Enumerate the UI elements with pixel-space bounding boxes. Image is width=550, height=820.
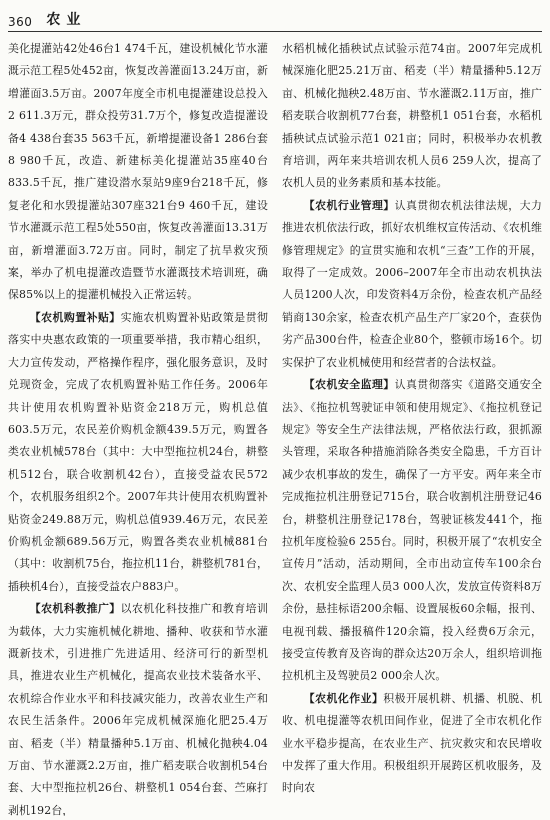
paragraph: [282, 195, 542, 374]
paragraph: [282, 374, 542, 688]
paragraph-text: 水稻机械化插秧试点试验示范74亩。2007年完成机械深施化肥25.21万亩、稻麦（半）精量播种5.12万亩、机械化抛秧2.48万亩、节水灌溉2.11万亩，推广稻麦联合收割机77台套，耕整机1 051台套，水稻机插秧试点试验示范1 021亩；同时，积极举办农机教育培训，两年来共培训农机人员6 259人次，提高了农机人员的业务素质和基本技能。: [282, 42, 542, 190]
two-column-body: [8, 38, 542, 816]
paragraph-heading: 【农机化作业】: [303, 691, 384, 705]
paragraph-heading: 【农机购置补贴】: [29, 310, 121, 324]
paragraph-heading: 【农机行业管理】: [303, 198, 395, 212]
paragraph-text: 认真贯彻农机法律法规，大力推进农机依法行政，抓好农机维权宣传活动、《农机维修管理规定》的宣贯实施和农机“三查”工作的开展，取得了一定成效。2006–2007年全市出动农机执法人员1200人次，印发资料4万余份，检查农机产品经销商130余家，检查农机产品生产厂家20个，查获伪劣产品300台件，检查企业80个，整顿市场16个。切实保护了农业机械使用和经营者的合法权益。: [282, 198, 542, 369]
paragraph: [282, 38, 542, 195]
paragraph: [8, 38, 268, 307]
paragraph: [8, 307, 268, 598]
left-column: [8, 38, 268, 816]
paragraph-text: 认真贯彻落实《道路交通安全法》、《拖拉机驾驶证申领和使用规定》、《拖拉机登记规定》等安全生产法律法规，严格依法行政，狠抓源头管理，采取各种措施消除各类安全隐患，千方百计减少农机事故的发生，确保了一方平安。两年来全市完成拖拉机注册登记715台，联合收割机注册登记46台，耕整机注册登记178台，驾驶证核发441个，拖拉机年度检验6 255台。同时，积极开展了“农机安全宣传月”活动，活动期间，全市出动宣传车100余台次、农机安全监理人员3 000人次，发放宣传资料8万余份，悬挂标语200余幅、设置展板60余幅，报刊、电视刊载、播报稿件120余篇，投入经费6万余元，接受宣传教育及咨询的群众达20万余人，组织培训拖拉机机主及驾驶员2 000余人次。: [282, 378, 542, 683]
paragraph-text: 积极开展机耕、机播、机脱、机收、机电提灌等农机田间作业，促进了全市农机化作业水平稳步提高，在农业生产、抗灾救灾和农民增收中发挥了重大作用。积极组织开展跨区机收服务，及时向农: [282, 691, 542, 795]
page-header: [8, 6, 542, 32]
paragraph-text: 美化提灌站42处46台1 474千瓦，建设机械化节水灌溉示范工程5处452亩，恢复改善灌面13.24万亩，新增灌面3.5万亩。2007年度全市机电提灌建设总投入2 611.3万元，群众投劳31.7万个，修复改造提灌设备4 438台套35 563千瓦，新增提灌设备1 286台套8 980千瓦，改造、新建标美化提灌站35座40台833.5千瓦，推广建设潜水泵站9座9台218千瓦，修复老化和水毁提灌站307座321台9 460千瓦，建设节水灌溉示范工程5处550亩，恢复改善灌面13.31万亩，新增灌面3.72万亩。同时，制定了抗旱救灾预案，举办了机电提灌改造暨节水灌溉技术培训班，确保85%以上的提灌机械投入正常运转。: [8, 42, 268, 302]
section-title: 农业: [46, 12, 87, 28]
paragraph-text: 以农机化科技推广和教育培训为载体，大力实施机械化耕地、播种、收获和节水灌溉新技术，引进推广先进适用、经济可行的新型机具，推进农业生产机械化，提高农业技术装备水平、农机综合作业水平和科技减灾能力，改善农业生产和农民生活条件。2006年完成机械深施化肥25.4万亩、稻麦（半）精量播种5.1万亩、机械化抛秧4.04万亩、节水灌溉2.2万亩，推广稻麦联合收割机54台套、大中型拖拉机26台、耕整机1 054台套、苎麻打剥机192台，: [8, 602, 268, 816]
right-column: [282, 38, 542, 816]
paragraph-heading: 【农机安全监理】: [303, 378, 395, 392]
paragraph: [282, 688, 542, 800]
page-number: 360: [8, 15, 33, 29]
paragraph: [8, 598, 268, 816]
paragraph-text: 实施农机购置补贴政策是贯彻落实中央惠农政策的一项重要举措，我市精心组织，大力宣传发动，严格操作程序，强化服务意识，及时兑现资金，完成了农机购置补贴工作任务。2006年共计使用农机购置补贴资金218万元，购机总值603.5万元，农民差价购机金额439.5万元，购置各类农业机械578台（其中：大中型拖拉机24台，耕整机512台，联合收割机42台），直接受益农民572个，农机服务组织2个。2007年共计使用农机购置补贴资金249.88万元，购机总值939.46万元，农民差价购机金额689.56万元，购置各类农业机械881台（其中：收割机75台，拖拉机11台，耕整机781台，插秧机4台），直接受益农户883户。: [8, 310, 268, 593]
paragraph-heading: 【农机科教推广】: [29, 602, 121, 616]
